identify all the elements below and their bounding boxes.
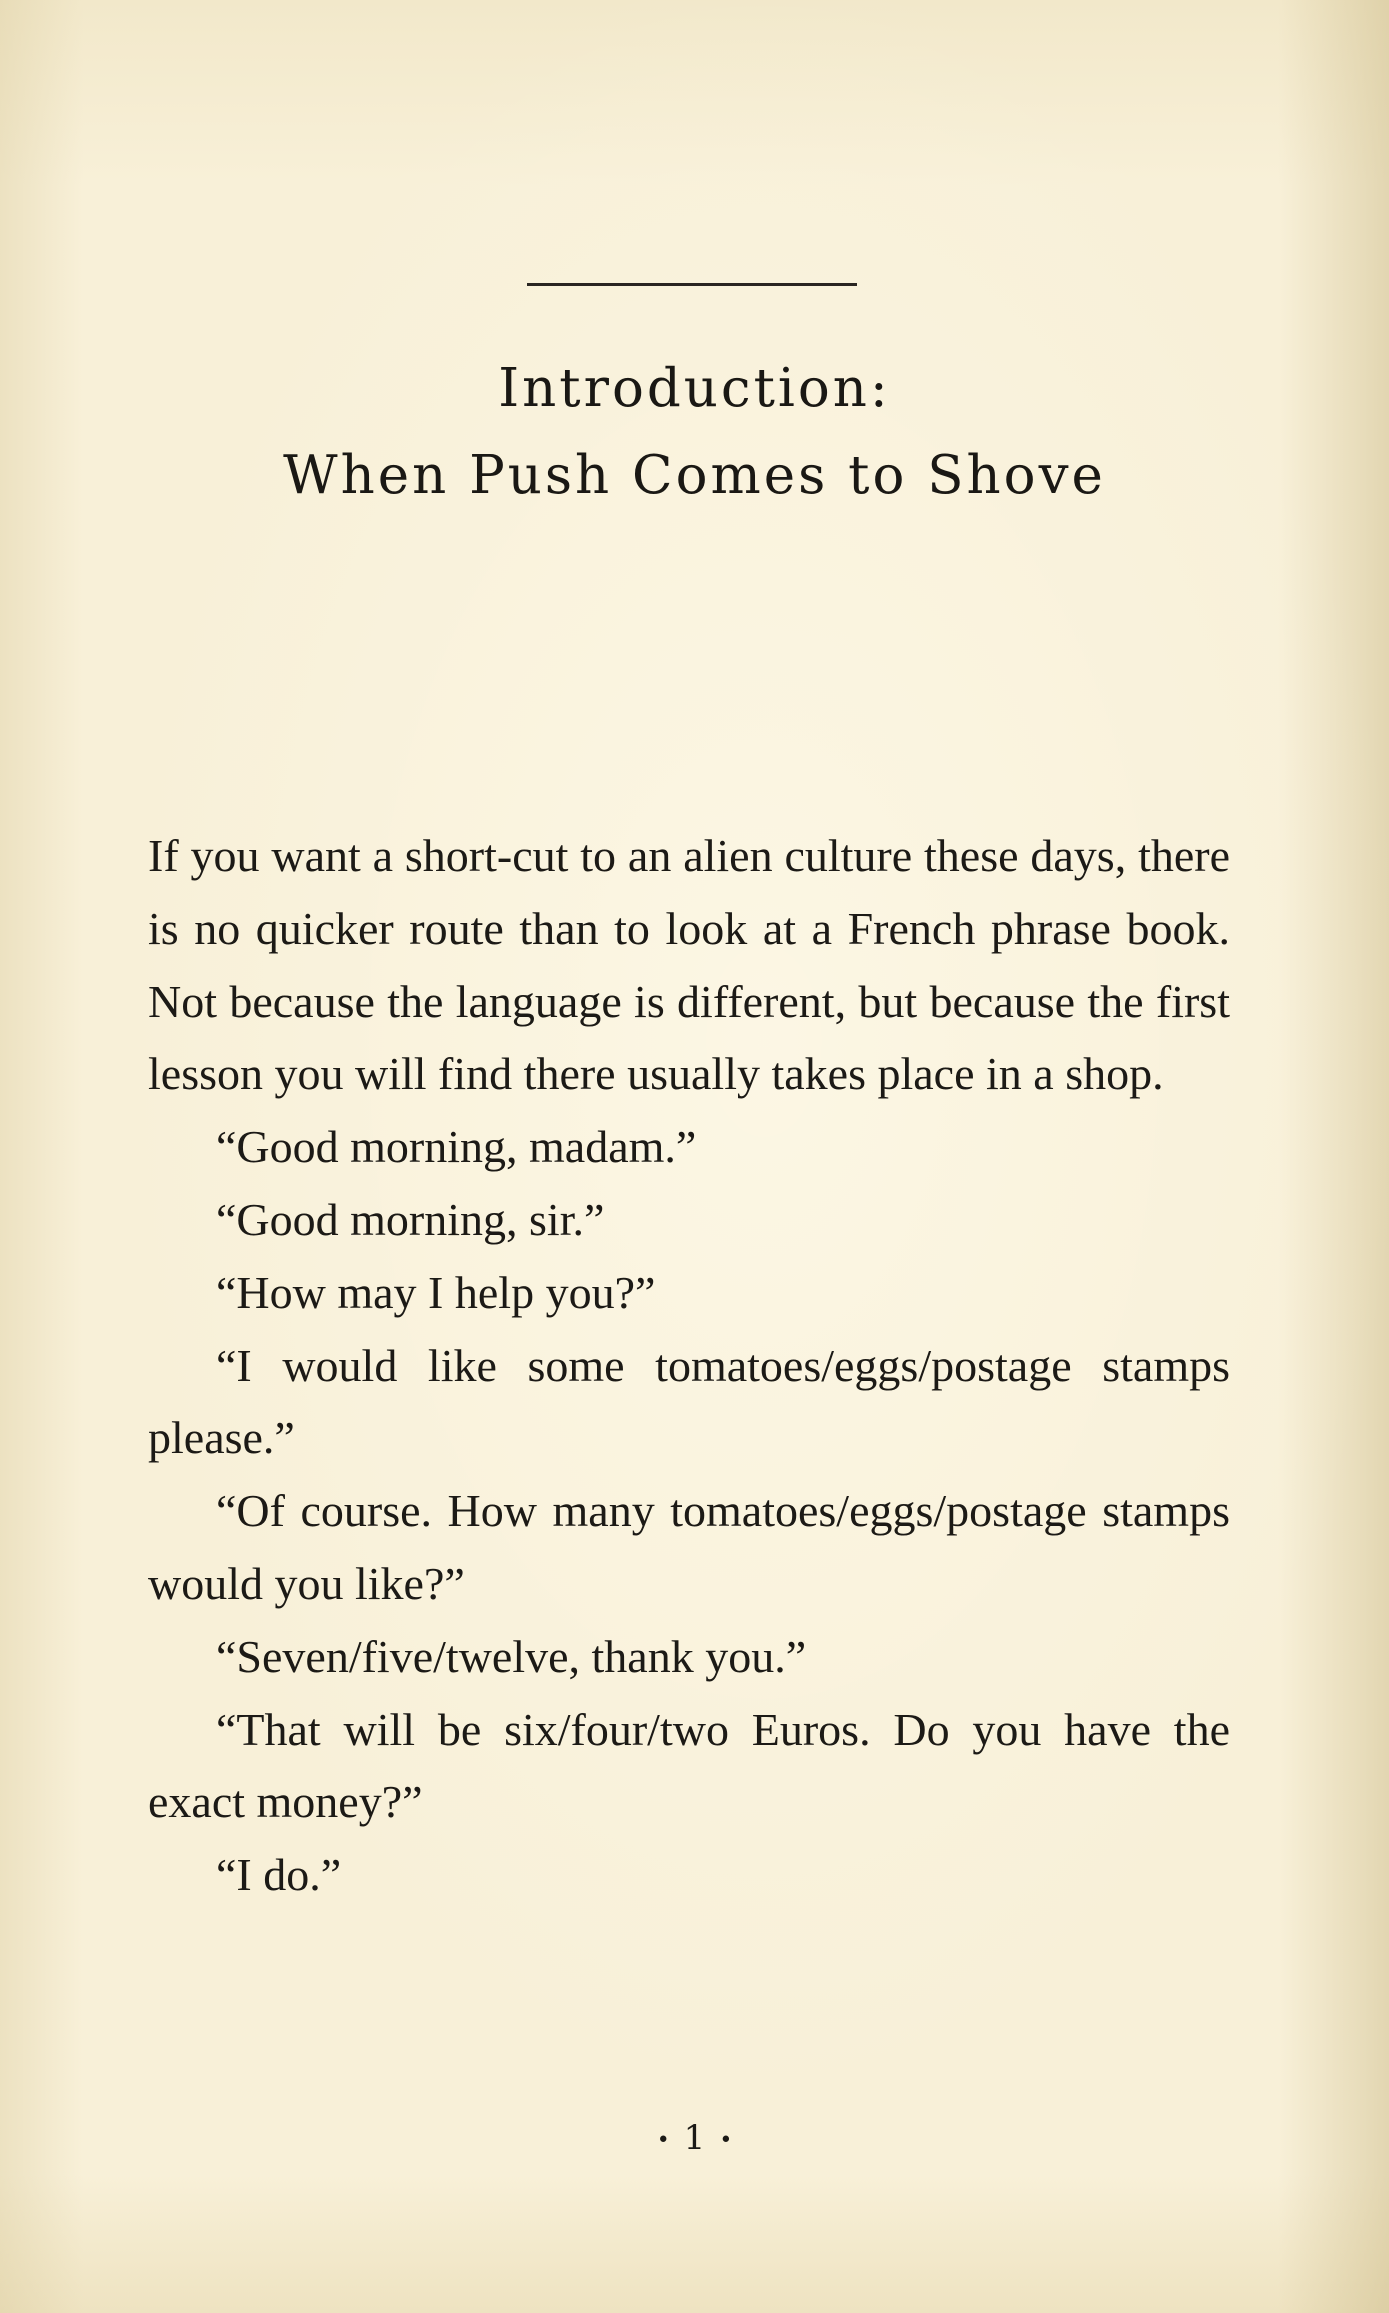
opening-paragraph: If you want a short-cut to an alien culture these days, there is no quicker route than to look at a French phrase book. Not because the language is different, but because the first lesson you will find there usually takes place in a shop.: [148, 830, 1230, 1100]
dialogue-line: “I would like some tomatoes/eggs/postage stamps please.”: [148, 1339, 1230, 1464]
chapter-title: [0, 345, 1389, 519]
dialogue-line: “Seven/five/twelve, thank you.”: [216, 1630, 807, 1682]
dialogue-line: “Good morning, sir.”: [216, 1193, 605, 1245]
folio-ornament-right: •: [719, 2127, 733, 2153]
dialogue-line: “I do.”: [216, 1849, 342, 1901]
dialogue-line: “Good morning, madam.”: [216, 1121, 697, 1173]
dialogue-line: “Of course. How many tomatoes/eggs/postage stamps would you like?”: [148, 1485, 1230, 1609]
chapter-title-line-1: Introduction:: [498, 358, 891, 419]
chapter-title-line-2: When Push Comes to Shove: [283, 445, 1106, 506]
title-rule: [527, 283, 857, 286]
dialogue-line: “That will be six/four/two Euros. Do you have the exact money?”: [148, 1703, 1230, 1828]
page-number: [0, 2118, 1389, 2158]
dialogue-line: “How may I help you?”: [216, 1266, 656, 1318]
body-text: [148, 820, 1230, 1912]
folio-ornament-left: •: [656, 2127, 670, 2153]
page-number-value: 1: [683, 2118, 706, 2158]
